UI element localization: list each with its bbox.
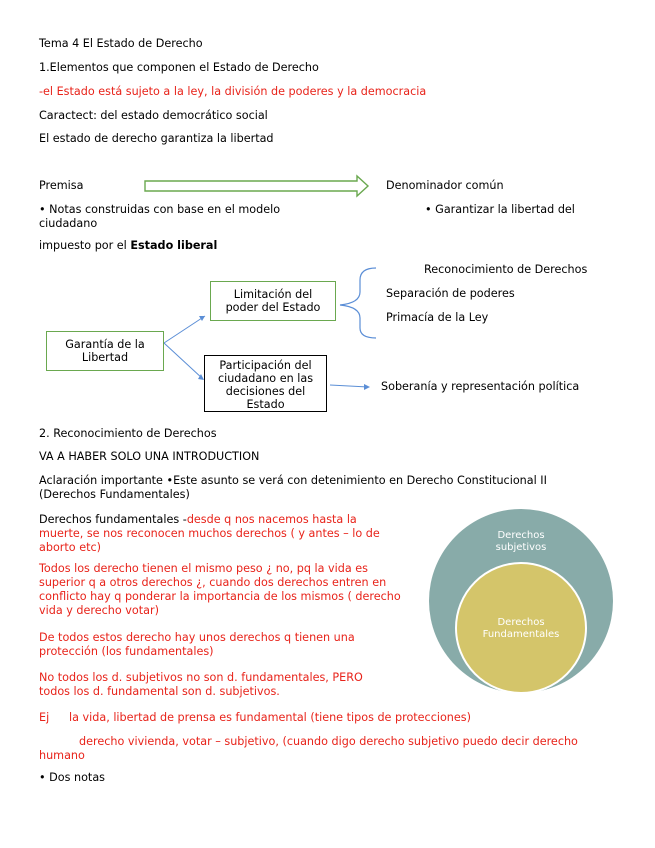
red-intro-note: -el Estado está sujeto a la ley, la división de poderes y la democracia <box>39 85 427 98</box>
notas-construidas-bullet: • Notas construidas con base en el modelo ciudadano <box>39 203 281 230</box>
separacion-item: Separación de poderes <box>386 287 515 300</box>
limitacion-label: Limitación del poder del Estado <box>225 288 321 314</box>
denominador-label: Denominador común <box>386 179 504 192</box>
ej-label: Ej <box>39 711 50 724</box>
document-title: Tema 4 El Estado de Derecho <box>39 37 203 50</box>
section-2-heading: 2. Reconocimiento de Derechos <box>39 427 217 440</box>
mismo-peso-paragraph: Todos los derecho tienen el mismo peso ¿ no, pq la vida es superior q a otros derechos ¿, cuando dos derechos entren en conflicto hay q ponderar la importancia de los mismos ( derecho vida y derecho votar) <box>39 562 401 617</box>
impuesto-prefix: impuesto por el <box>39 239 131 252</box>
estado-liberal-bold: Estado liberal <box>130 239 218 252</box>
premisa-label: Premisa <box>39 179 84 192</box>
guarantees-freedom-line: El estado de derecho garantiza la libertad <box>39 132 274 145</box>
dos-notas-bullet: • Dos notas <box>39 771 106 784</box>
ej-text: la vida, libertad de prensa es fundamental (tiene tipos de protecciones) <box>69 711 471 724</box>
section-1-heading: 1.Elementos que componen el Estado de Derecho <box>39 61 319 74</box>
primacia-item: Primacía de la Ley <box>386 311 489 324</box>
participacion-label: Participación del ciudadano en las decisiones del Estado <box>217 359 314 411</box>
derechos-fund-red: desde q nos nacemos hasta la muerte, se nos reconocen muchos derechos ( y antes – lo de aborto etc) <box>39 513 380 554</box>
garantia-label: Garantía de la Libertad <box>65 338 145 364</box>
derechos-fund-label: Derechos fundamentales - <box>39 513 187 526</box>
vivienda-paragraph: derecho vivienda, votar – subjetivo, (cuando digo derecho subjetivo puedo decir derecho humano <box>39 735 578 762</box>
reconocimiento-item: Reconocimiento de Derechos <box>424 263 588 276</box>
venn-outer-label: Derechos subjetivos <box>495 530 547 553</box>
characteristics-line: Caractect: del estado democrático social <box>39 109 268 122</box>
intro-solo-line: VA A HABER SOLO UNA INTRODUCTION <box>39 450 260 463</box>
proteccion-paragraph: De todos estos derecho hay unos derechos q tienen una protección (los fundamentales) <box>39 631 355 658</box>
garantizar-bullet: • Garantizar la libertad del <box>425 203 575 216</box>
aclaracion-paragraph: Aclaración importante •Este asunto se verá con detenimiento en Derecho Constitucional II (Derechos Fundamentales) <box>39 474 547 501</box>
no-todos-paragraph: No todos los d. subjetivos no son d. fundamentales, PERO todos los d. fundamental son d. subjetivos. <box>39 671 363 698</box>
venn-inner-label: Derechos Fundamentales <box>482 617 560 640</box>
soberania-item: Soberanía y representación política <box>381 380 580 393</box>
